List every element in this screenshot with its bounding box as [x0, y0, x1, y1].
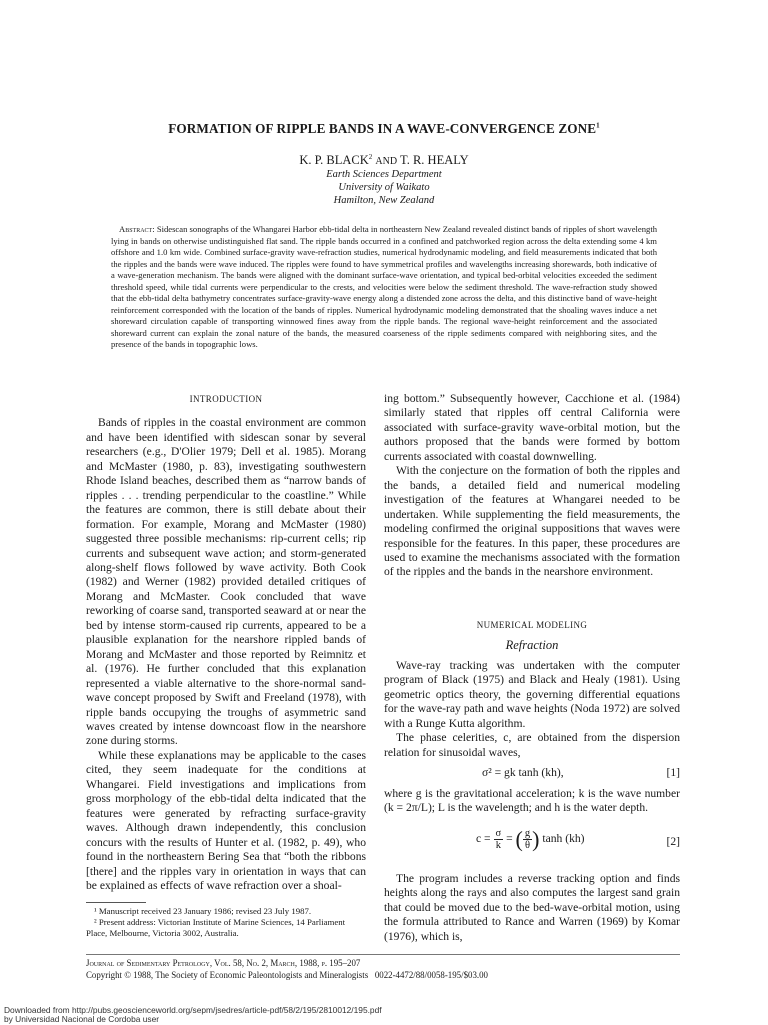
author-1-note: 2	[368, 153, 373, 161]
introduction-heading: INTRODUCTION	[189, 394, 263, 404]
footnotes	[86, 906, 368, 940]
equation-2-equals: =	[506, 832, 513, 846]
abstract	[111, 224, 657, 351]
affiliation-department: Earth Sciences Department	[326, 169, 442, 180]
authors	[0, 153, 768, 168]
footnote-1: ¹ Manuscript received 23 January 1986; revised 23 July 1987.	[94, 906, 312, 916]
equation-2-fraction-1	[494, 828, 504, 851]
intro-paragraph-2: While these explanations may be applicable to the cases cited, they seem inadequate for the conditions at Whangarei. Field investigations and implications from gross morphology of the ebb-tidal delta indicated that the features were generated by refracting surface-gravity waves. Although drawn independently, this conclusion concurs with the results of Hunter et al. (1982, p. 49), who found in the northeastern Bering Sea that “both the ribbons [there] and the ripples vary in orientation in ways that can be explained as effects of wave refraction over a shoal-	[86, 748, 366, 892]
equation-2-fraction-2-numerator: g	[524, 827, 531, 839]
equation-2-fraction-1-numerator: σ	[495, 827, 502, 839]
copyright-line: Copyright © 1988, The Society of Economic Paleontologists and Mineralogists	[86, 970, 369, 980]
download-user: by Universidad Nacional de Cordoba user	[4, 1014, 160, 1025]
refraction-paragraph-2: The phase celerities, c, are obtained from the dispersion relation for sinusoidal waves,	[384, 731, 680, 759]
authors-conjunction: AND	[375, 156, 398, 168]
equation-2-fraction-2	[523, 828, 532, 851]
equation-1-number: [1]	[666, 765, 680, 779]
right-column	[384, 392, 680, 944]
left-column	[86, 392, 366, 893]
equation-2-number: [2]	[666, 834, 680, 848]
equation-2	[384, 822, 680, 862]
affiliation-university: University of Waikato	[338, 182, 430, 193]
intro-paragraph-1: Bands of ripples in the coastal environment are common and have been identified with sidescan sonar by several researchers (e.g., D'Olier 1979; Dell et al. 1985). Morang and McMaster (1980, p. 83), investigating southwestern Rhode Island beaches, described them as “narrow bands of ripples . . . trending perpendicular to the coastline.” While the features are common, there is still debate about their formation. For example, Morang and McMaster (1980) suggested three possible mechanisms: rip-current cells; rip currents and subsequent wave action; and storm-generated along-shelf flows followed by wave activity. Both Cook (1982) and Werner (1982) provided detailed critiques of Morang and McMaster. Cook concluded that wave reworking of coarse sand, transported seaward at or near the bed by intense storm-caused rip currents, appeared to be a plausible explanation for the nearshore rippled bands of Morang and McMaster and those reported by Reimnitz et al. (1976). He further concluded that this explanation represented a viable alternative to the shore-normal sand-wave concept proposed by Swift and Freeland (1978), with ripple bands occupying the troughs of asymmetric sand waves created by intense downcoast flow in the nearshore zone during storms.	[86, 416, 366, 748]
footnote-rule	[86, 902, 146, 903]
equation-2-fraction-1-denominator: k	[495, 839, 501, 851]
abstract-text: Sidescan sonographs of the Whangarei Harbor ebb-tidal delta in northeastern New Zealand revealed distinct bands of ripples of short wavelength lying in bands on otherwise undistinguished flat sand. The ripple bands occurred in a confined and patchworked region across the delta extending some 4 km offshore and 1.0 km wide. Combined surface-gravity wave-refraction studies, numerical hydrodynamic modeling, and field measurements indicated that both the ripples and the bands were wave induced. The ripples were found to have symmetrical profiles and wavelengths increasing shorewards, both indicative of a wave-generation mechanism. The bands were aligned with the dominant surface-wave orientation, and typical bed-orbital velocities exceeded the sediment threshold speed, while tidal currents were perpendicular to the crests, and velocities were below the sediment threshold. The wave-refraction study showed that the ebb-tidal delta bathymetry concentrates surface-gravity-wave energy along a distended zone across the delta, and this distinctive band of wave-height reinforcement corresponded with the location of the bands of ripples. Numerical hydrodynamic modeling demonstrated that the shoaling waves induce a net shoreward circulation capable of transporting winnowed fines away from the ripple bands. The regional wave-height reinforcement and the associated shoreward current can explain the zonal nature of the bands, the measured coarseness of the ripple sediments compared with neighboring sites, and the presence of the bands in topographic lows.	[111, 224, 657, 350]
journal-citation: Journal of Sedimentary Petrology, Vol. 58, No. 2, March, 1988, p. 195–207	[86, 958, 361, 968]
abstract-label: Abstract:	[119, 224, 155, 234]
equation-2-fraction-2-denominator: θ	[524, 839, 530, 851]
after-equation-1-text: where g is the gravitational acceleration; k is the wave number (k = 2π/L); L is the wavelength; and h is the water depth.	[384, 786, 680, 815]
title-footnote-mark: 1	[596, 121, 600, 130]
refraction-paragraph-1: Wave-ray tracking was undertaken with the computer program of Black (1975) and Black and Healy (1981). Using geometric optics theory, the governing differential equations for the wave-ray path and wave heights (Noda 1972) are solved with a Runge Kutta algorithm.	[384, 658, 680, 730]
copyright-row	[86, 969, 686, 981]
footnote-2: ² Present address: Victorian Institute of Marine Sciences, 14 Parliament Place, Melbourne, Victoria 3002, Australia.	[86, 917, 346, 939]
copyright-code: 0022-4472/88/0058-195/$03.00	[374, 970, 488, 980]
after-equation-2-text: The program includes a reverse tracking option and finds heights along the rays and also computes the largest sand grain that could be moved due to the bed-wave-orbital motion, using the formula attributed to Rance and Warren (1969) by Komar (1976), which is,	[384, 871, 680, 943]
equation-2-open-paren: (	[515, 826, 523, 852]
download-url: Downloaded from http://pubs.geoscienceworld.org/sepm/jsedres/article-pdf/58/2/195/2810012/195.pdf	[4, 1005, 382, 1015]
equation-2-rhs: tanh (kh)	[542, 832, 585, 846]
equation-1-expression: σ² = gk tanh (kh),	[482, 765, 564, 779]
author-2: T. R. HEALY	[400, 153, 469, 168]
affiliation-location: Hamilton, New Zealand	[333, 195, 435, 206]
right-paragraph-2: With the conjecture on the formation of both the ripples and the bands, a detailed field and numerical modeling investigation of the features at Whangarei needed to be undertaken. While supplementing the field measurements, the modeling confirmed the original suppositions that waves were responsible for the features. In this paper, these procedures are used to examine the mechanisms associated with the formation of the ripples and the bands in the nearshore environment.	[384, 464, 680, 579]
refraction-subheading: Refraction	[505, 638, 559, 653]
numerical-modeling-heading: NUMERICAL MODELING	[476, 619, 588, 630]
equation-2-close-paren: )	[532, 826, 540, 852]
download-stamp	[4, 1006, 704, 1025]
journal-info	[86, 957, 686, 981]
article-title	[0, 121, 768, 137]
right-paragraph-1: ing bottom.” Subsequently however, Cacchione et al. (1984) similarly stated that ripples off central California were associated with surface-gravity wave-orbital motion, but the authors proposed that the bands were formed by bottom currents associated with coastal downwelling.	[384, 392, 680, 463]
equation-2-lhs: c =	[476, 832, 491, 846]
article-title-text: FORMATION OF RIPPLE BANDS IN A WAVE-CONVERGENCE ZONE	[168, 121, 597, 136]
journal-rule	[86, 954, 680, 955]
equation-1	[384, 763, 680, 785]
author-1: K. P. BLACK	[299, 153, 369, 168]
